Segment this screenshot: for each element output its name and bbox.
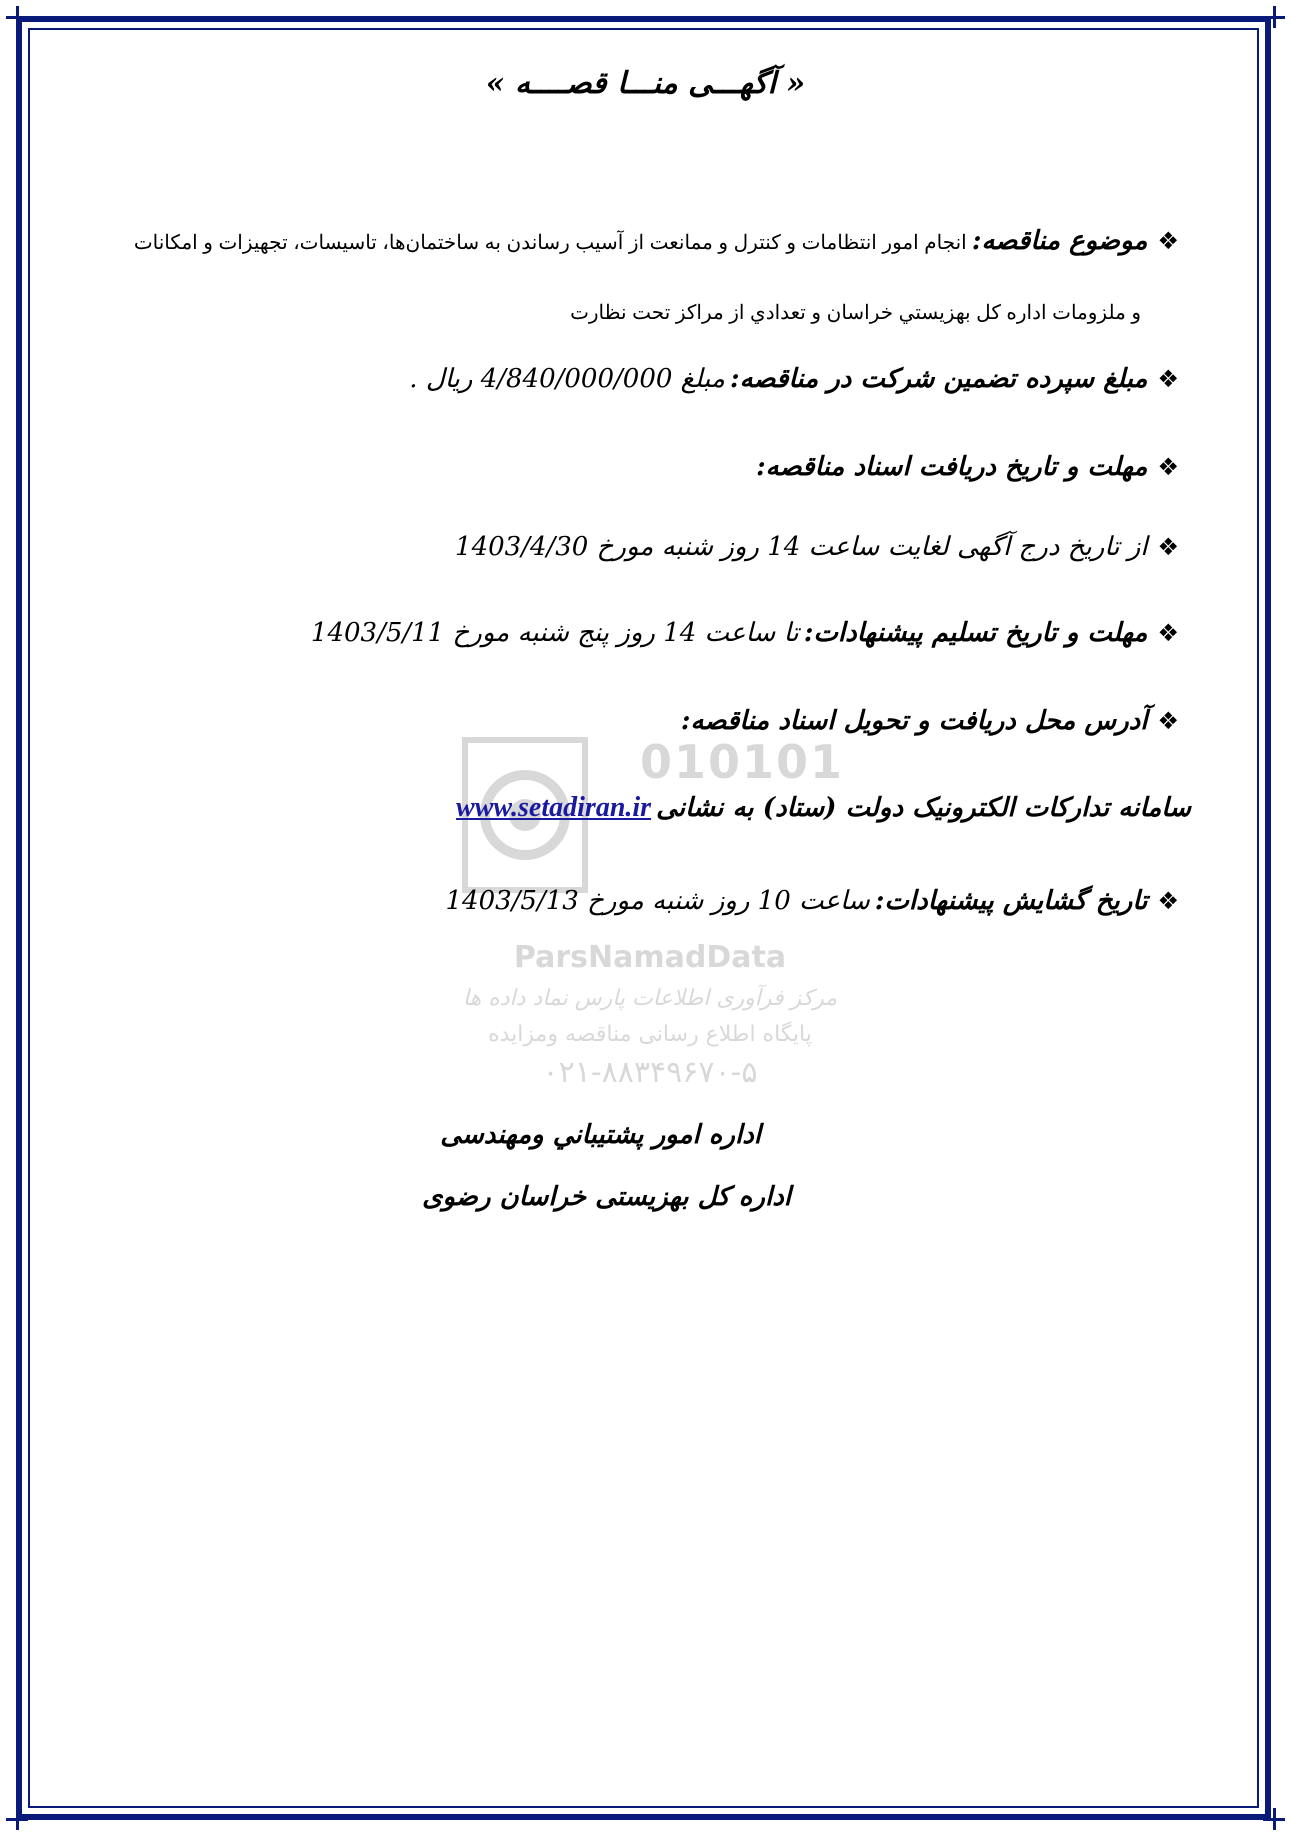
watermark-digits: 010101 (640, 735, 845, 789)
signature-line1: اداره امور پشتيباني ومهندسی (440, 1120, 761, 1150)
submission-text: تا ساعت 14 روز پنج شنبه مورخ 1403/5/11 (310, 618, 799, 648)
watermark-line2: پایگاه اطلاع رسانی مناقصه ومزایده (488, 1022, 812, 1047)
diamond-bullet-icon: ❖ (1157, 533, 1179, 561)
watermark-brand: ParsNamadData (513, 940, 787, 975)
watermark-line1: مرکز فرآوری اطلاعات پارس نماد داده ها (462, 986, 838, 1011)
receipt-date-line (455, 532, 1179, 562)
submission-label: مهلت و تاریخ تسلیم پیشنهادات: (803, 618, 1148, 648)
receipt-date-text: از تاریخ درج آگهی لغایت ساعت 14 روز شنبه مورخ 1403/4/30 (455, 532, 1148, 562)
corner-ornament (1263, 1808, 1285, 1830)
address-line (681, 706, 1179, 736)
diamond-bullet-icon: ❖ (1157, 453, 1179, 481)
address-label: آدرس محل دریافت و تحویل اسناد مناقصه: (680, 706, 1148, 736)
page-title: « آگهـــی منـــا قصــــه » (485, 66, 806, 101)
subject-text: انجام امور انتظامات و کنترل و ممانعت از آسیب رساندن به ساختمان‌ها، تاسیسات، تجهیزات و امکانات (133, 232, 967, 254)
opening-label: تاریخ گشایش پیشنهادات: (874, 886, 1148, 916)
diamond-bullet-icon: ❖ (1157, 365, 1179, 393)
opening-line (445, 886, 1179, 916)
address-value-line (456, 792, 1191, 824)
deposit-line (409, 364, 1179, 394)
setadiran-link[interactable]: www.setadiran.ir (456, 792, 652, 823)
subject-label: موضوع مناقصه: (971, 226, 1148, 256)
corner-ornament (1263, 6, 1285, 28)
deposit-amount: مبلغ 4/840/000/000 ریال . (409, 364, 725, 394)
corner-ornament (6, 1808, 28, 1830)
diamond-bullet-icon: ❖ (1157, 619, 1179, 647)
receipt-deadline-label: مهلت و تاریخ دریافت اسناد مناقصه: (756, 452, 1148, 482)
watermark-phone: ۰۲۱-۸۸۳۴۹۶۷۰-۵ (542, 1055, 758, 1090)
diamond-bullet-icon: ❖ (1157, 707, 1179, 735)
submission-line (311, 618, 1179, 648)
diamond-bullet-icon: ❖ (1157, 887, 1179, 915)
receipt-deadline-line (756, 452, 1179, 482)
corner-ornament (6, 6, 28, 28)
subject-text-cont: و ملزومات اداره کل بهزيستي خراسان و تعدادي از مراكز تحت نظارت (570, 302, 1141, 324)
opening-text: ساعت 10 روز شنبه مورخ 1403/5/13 (445, 886, 870, 916)
deposit-label: مبلغ سپرده تضمین شرکت در مناقصه: (729, 364, 1148, 394)
diamond-bullet-icon: ❖ (1157, 227, 1179, 255)
signature-line2: اداره کل بهزیستی خراسان رضوی (422, 1182, 791, 1212)
subject-line (134, 226, 1179, 256)
address-text: سامانه تدارکات الکترونیک دولت (ستاد) به نشانی (656, 793, 1191, 823)
